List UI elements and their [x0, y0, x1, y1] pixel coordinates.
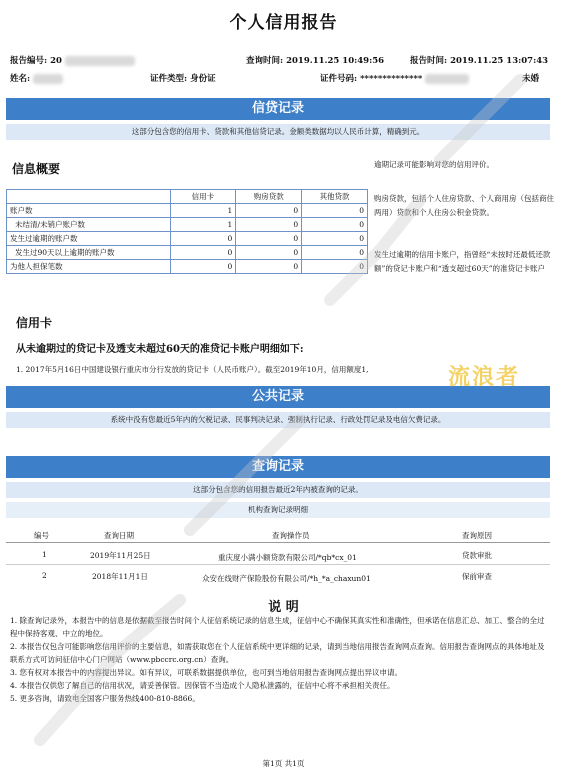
cell-value: 0: [302, 232, 368, 246]
query-row-1-operator: 重庆度小满小额贷款有限公司/*qb*cx_01: [218, 553, 357, 562]
credit-card-item: 1. 2017年5月16日中国建设银行重庆市分行发放的贷记卡（人民币账户）。截至2019年10月，信用额度1,: [16, 365, 369, 374]
side-note-overdue: 逾期记录可能影响对您的信用评价。: [374, 160, 494, 169]
cell-value: 0: [302, 246, 368, 260]
note-item: 5. 更多咨询，请致电全国客户服务热线400-810-8866。: [10, 694, 200, 703]
report-number: [10, 54, 135, 66]
cell-value: 1: [170, 218, 236, 232]
query-col-operator: 查询操作员: [272, 531, 310, 540]
note-item: 4. 本报告仅供您了解自己的信用状况，请妥善保管。因保管不当造成个人隐私泄露的，征信中心将不承担相关责任。: [10, 681, 395, 690]
cell-value: 0: [170, 232, 236, 246]
marital-status: 未婚: [522, 74, 540, 84]
cell-value: 0: [170, 260, 236, 274]
side-note-housing-loan: 购房贷款，包括个人住房贷款、个人商用房（包括商住两用）贷款和个人住房公积金贷款。: [374, 194, 554, 217]
id-type: 证件类型: 身份证: [150, 74, 216, 84]
query-col-date: 查询日期: [104, 531, 134, 540]
page-footer: 第1页 共1页: [262, 759, 305, 768]
table-row: [7, 204, 368, 218]
overview-col-credit-card: 信用卡: [170, 190, 236, 204]
overview-col-housing-loan: 购房贷款: [236, 190, 302, 204]
cell-value: 0: [302, 218, 368, 232]
cell-value: 0: [236, 246, 302, 260]
row-label: 发生过逾期的账户数: [7, 232, 171, 246]
note-item: 3. 您有权对本报告中的内容提出异议。如有异议，可联系数据提供单位，也可到当地信用报告查询网点提出异议申请。: [10, 668, 403, 677]
overview-header-row: [7, 190, 368, 204]
table-row: [7, 232, 368, 246]
note-item: 1. 除查询记录外，本报告中的信息是依据截至报告时间个人征信系统记录的信息生成，征信中心不确保其真实性和准确性，但承诺在信息汇总、加工、整合的全过程中保持客观、中立的地位。: [10, 616, 545, 638]
note-item: 2. 本报告仅包含可能影响您信用评价的主要信息，如需获取您在个人征信系统中更详细的记录，请到当地信用报告查询网点查询。信用报告查询网点的具体地址及联系方式可访问征信中心门户网站（www.pbccrc.org.cn）查询。: [10, 642, 545, 664]
query-row-2-no: 2: [42, 571, 47, 580]
notes-heading: 说 明: [268, 600, 299, 615]
public-record-banner: 公共记录: [6, 386, 550, 408]
table-row: [7, 246, 368, 260]
table-row: [7, 218, 368, 232]
query-row-2-date: 2018年11月1日: [92, 572, 148, 581]
notes-list: [10, 614, 550, 705]
public-record-subtitle: 系统中没有您最近5年内的欠税记录、民事判决记录、强制执行记录、行政处罚记录及电信欠费记录。: [6, 412, 550, 428]
query-time: 查询时间: 2019.11.25 10:49:56: [246, 56, 385, 66]
report-number-label: 报告编号: 20: [10, 56, 62, 66]
query-col-reason: 查询原因: [462, 531, 492, 540]
cell-value: 0: [302, 204, 368, 218]
watermark-stamp: 流浪者: [448, 365, 521, 390]
query-table-title: 机构查询记录明细: [6, 502, 550, 518]
cell-value: 0: [236, 218, 302, 232]
cell-value: 0: [170, 246, 236, 260]
credit-card-subheading: 从未逾期过的贷记卡及透支未超过60天的准贷记卡账户明细如下:: [16, 344, 304, 355]
query-row-1-date: 2019年11月25日: [90, 551, 151, 560]
redacted-id-number: [425, 74, 469, 84]
id-number-label: 证件号码: **************: [320, 74, 423, 84]
name-field: [10, 72, 63, 84]
cell-value: 1: [170, 204, 236, 218]
overview-table: [6, 189, 368, 274]
query-record-banner: 查询记录: [6, 456, 550, 478]
row-label: 为他人担保笔数: [7, 260, 171, 274]
query-header-divider: [6, 542, 550, 543]
side-note-overdue-card: 发生过逾期的信用卡账户，指曾经“未按时还最低还款额”的贷记卡账户和“透支超过60天”的准贷记卡账户: [374, 250, 551, 273]
overview-heading: 信息概要: [12, 162, 61, 176]
redacted-name: [33, 74, 63, 84]
report-title: 个人信用报告: [229, 13, 338, 33]
table-row: [7, 260, 368, 274]
overview-header-blank: [7, 190, 171, 204]
cell-value: 0: [236, 232, 302, 246]
credit-card-heading: 信用卡: [16, 316, 53, 330]
name-label: 姓名:: [10, 74, 31, 84]
cell-value: 0: [236, 260, 302, 274]
row-label: 发生过90天以上逾期的账户数: [7, 246, 171, 260]
cell-value: 0: [302, 260, 368, 274]
credit-record-banner: 信贷记录: [6, 98, 550, 120]
query-row-2-operator: 众安在线财产保险股份有限公司/*h_*a_chaxun01: [202, 574, 371, 583]
query-row-divider: [6, 564, 550, 565]
row-label: 账户数: [7, 204, 171, 218]
overview-col-other-loan: 其他贷款: [302, 190, 368, 204]
credit-record-subtitle: 这部分包含您的信用卡、贷款和其他信贷记录。金额类数据均以人民币计算，精确到元。: [6, 124, 550, 140]
query-col-no: 编号: [34, 531, 49, 540]
query-row-1-no: 1: [42, 550, 47, 559]
row-label: 未结清/未销户账户数: [7, 218, 171, 232]
cell-value: 0: [236, 204, 302, 218]
query-row-2-reason: 保前审查: [462, 572, 492, 581]
query-row-1-reason: 贷款审批: [462, 551, 492, 560]
query-record-subtitle: 这部分包含您的信用报告最近2年内被查询的记录。: [6, 482, 550, 498]
id-number: [320, 72, 469, 84]
redacted-report-number: [65, 56, 135, 66]
report-time: 报告时间: 2019.11.25 13:07:43: [410, 56, 549, 66]
